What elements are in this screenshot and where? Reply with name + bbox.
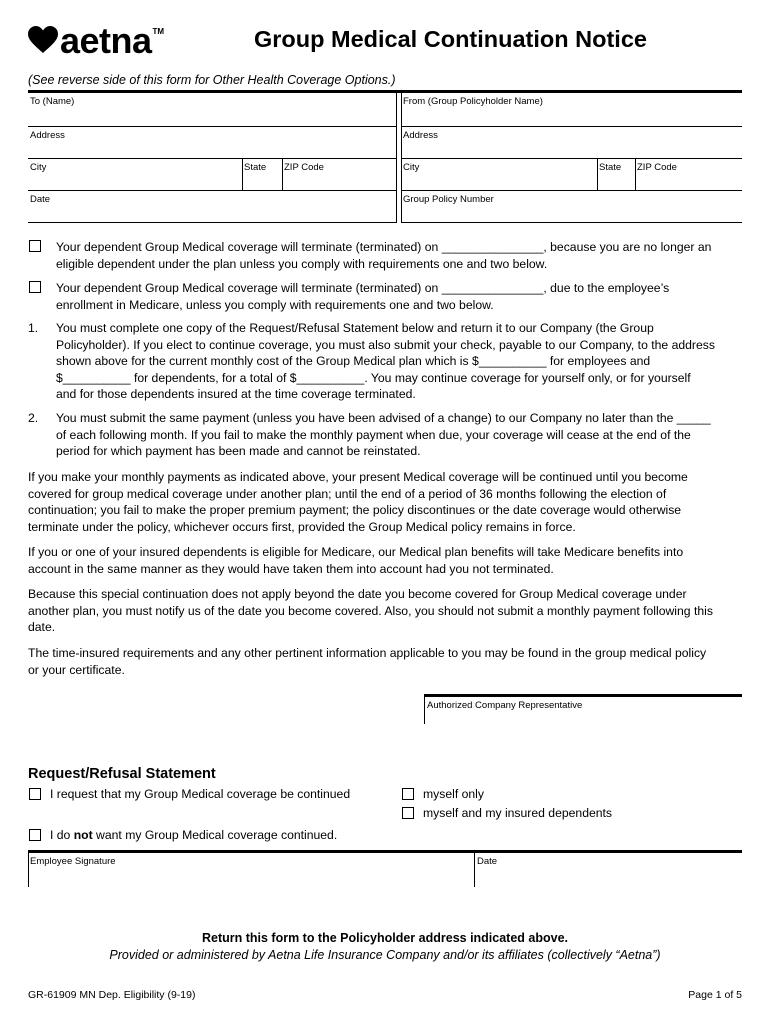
paragraph-line: Because this special continuation does not apply beyond the date you become covered for Group Medical coverage under [28, 587, 687, 601]
item-line: You must submit the same payment (unless you have been advised of a change) to our Company no later than the _____ [56, 411, 711, 425]
employee-signature-field[interactable] [28, 853, 474, 887]
request-refusal-title: Request/Refusal Statement [28, 766, 216, 782]
to-address-field[interactable] [28, 127, 396, 159]
myself-only-option [402, 787, 484, 801]
heart-icon [28, 26, 58, 54]
to-address-label: Address [30, 130, 65, 141]
cell-divider [635, 159, 636, 191]
administrator-note: Provided or administered by Aetna Life Insurance Company and/or its affiliates (collectively “Aetna”) [109, 948, 661, 962]
item-line: enrollment in Medicare, unless you comply with requirements one and two below. [56, 297, 494, 312]
requirement-number: 2. [28, 411, 39, 425]
decline-option [29, 828, 337, 842]
item-line: shown above for the current monthly cost of the Group Medical plan which is $__________ for employees and [56, 354, 651, 368]
authorized-representative-label: Authorized Company Representative [427, 700, 583, 711]
address-block [28, 90, 742, 222]
paragraph-line: covered for group medical coverage under another plan; until the end of a period of 36 months following the election of [28, 486, 667, 501]
from-name-label: From (Group Policyholder Name) [403, 96, 543, 107]
to-state-field[interactable] [242, 159, 282, 191]
notify-paragraph [28, 586, 744, 636]
paragraph-line: or your certificate. [28, 662, 125, 677]
from-address-label: Address [403, 130, 438, 141]
termination-medicare-item [28, 280, 744, 313]
page-number: Page 1 of 5 [688, 989, 742, 1001]
from-state-field[interactable] [597, 159, 635, 191]
page-title: Group Medical Continuation Notice [254, 26, 647, 52]
group-policy-number-label: Group Policy Number [403, 194, 494, 205]
continuation-paragraph [28, 469, 744, 535]
date-label: Date [30, 194, 51, 205]
decline-text-emphasis: not [73, 828, 93, 842]
logo-wordmark: aetna [60, 20, 152, 61]
paragraph-line: date. [28, 620, 56, 634]
myself-and-dependents-checkbox[interactable] [402, 807, 414, 819]
paragraph-line: continuation; you fail to make the proper premium payment; the policy discontinues or the date coverage would otherwise [28, 503, 682, 517]
to-zip-field[interactable] [282, 159, 396, 191]
item-line: of each following month. If you fail to make the monthly payment when due, your coverage will cease at the end of the [56, 427, 691, 442]
cell-divider [597, 159, 598, 191]
column-divider [396, 93, 397, 223]
item-line: period for which payment has been made and cannot be reinstated. [56, 444, 421, 458]
paragraph-line: account in the same manner as they would have taken them into account had you not terminated. [28, 561, 554, 576]
paragraph-line: The time-insured requirements and any other pertinent information applicable to you may be found in the group medical policy [28, 646, 707, 660]
myself-only-label: myself only [423, 787, 484, 801]
requirement-number: 1. [28, 321, 39, 335]
termination-medicare-checkbox[interactable] [29, 281, 41, 293]
decline-checkbox[interactable] [29, 829, 41, 841]
requirement-1 [28, 320, 744, 403]
termination-dependent-checkbox[interactable] [29, 240, 41, 252]
myself-and-dependents-label: myself and my insured dependents [423, 806, 613, 820]
page-subtitle: (See reverse side of this form for Other Health Coverage Options.) [28, 73, 396, 87]
item-line: $__________ for dependents, for a total of $__________. You may continue coverage for yourself only, or for yourself [56, 370, 691, 385]
to-name-label: To (Name) [30, 96, 75, 107]
signature-block [28, 850, 742, 886]
termination-reason-item [28, 239, 744, 272]
from-address-field[interactable] [401, 127, 742, 159]
to-city-field[interactable] [28, 159, 242, 191]
paragraph-line: If you or one of your insured dependents is eligible for Medicare, our Medical plan benefits will take Medicare benefits into [28, 545, 684, 559]
item-line: Policyholder). If you elect to continue coverage, you must also submit your check, payable to our Company, to the address [56, 337, 715, 352]
aetna-logo [28, 20, 165, 61]
employee-signature-label: Employee Signature [30, 856, 116, 867]
item-line: and for those dependents insured at the time coverage terminated. [56, 387, 416, 401]
request-continue-option [29, 787, 350, 801]
request-continue-checkbox[interactable] [29, 788, 41, 800]
decline-text-pre: I do [50, 828, 74, 842]
from-zip-label: ZIP Code [637, 162, 677, 173]
cell-divider [282, 159, 283, 191]
decline-label [50, 828, 337, 842]
item-line: You must complete one copy of the Request/Refusal Statement below and return it to our Company (the Group [56, 321, 654, 335]
date-field[interactable] [28, 191, 396, 223]
item-line: Your dependent Group Medical coverage will terminate (terminated) on _______________, because you are no longer an [56, 240, 712, 254]
paragraph-line: terminate under the policy, whichever occurs first, provided the Group Medical policy remains in force. [28, 519, 576, 534]
form-identifier: GR-61909 MN Dep. Eligibility (9-19) [28, 989, 196, 1001]
to-state-label: State [244, 162, 267, 173]
signature-date-label: Date [477, 856, 498, 867]
to-zip-label: ZIP Code [284, 162, 324, 173]
to-city-label: City [30, 162, 47, 173]
signature-date-field[interactable] [474, 853, 742, 887]
paragraph-line: another plan, you must notify us of the date you become covered. Also, you should not submit a monthly payment following this [28, 603, 713, 618]
medicare-paragraph [28, 544, 744, 577]
logo-trademark: TM [152, 27, 165, 36]
request-continue-label: I request that my Group Medical coverage be continued [50, 787, 351, 801]
from-city-label: City [403, 162, 420, 173]
from-state-label: State [599, 162, 622, 173]
from-zip-field[interactable] [635, 159, 742, 191]
column-divider [401, 93, 402, 223]
to-name-field[interactable] [28, 93, 396, 127]
requirements-paragraph [28, 645, 744, 678]
item-line: Your dependent Group Medical coverage will terminate (terminated) on _______________, due to the employee’s [56, 281, 670, 295]
group-policy-number-field[interactable] [401, 191, 742, 223]
paragraph-line: If you make your monthly payments as indicated above, your present Medical coverage will be continued until you become [28, 470, 688, 484]
from-city-field[interactable] [401, 159, 597, 191]
authorized-representative-field[interactable] [424, 694, 742, 724]
item-line: eligible dependent under the plan unless you comply with requirements one and two below. [56, 256, 548, 271]
myself-only-checkbox[interactable] [402, 788, 414, 800]
return-instruction: Return this form to the Policyholder address indicated above. [201, 931, 569, 945]
decline-text-post: want my Group Medical coverage continued. [92, 828, 338, 842]
myself-and-dependents-option [402, 806, 612, 820]
cell-divider [242, 159, 243, 191]
requirement-2 [28, 410, 744, 460]
from-name-field[interactable] [401, 93, 742, 127]
